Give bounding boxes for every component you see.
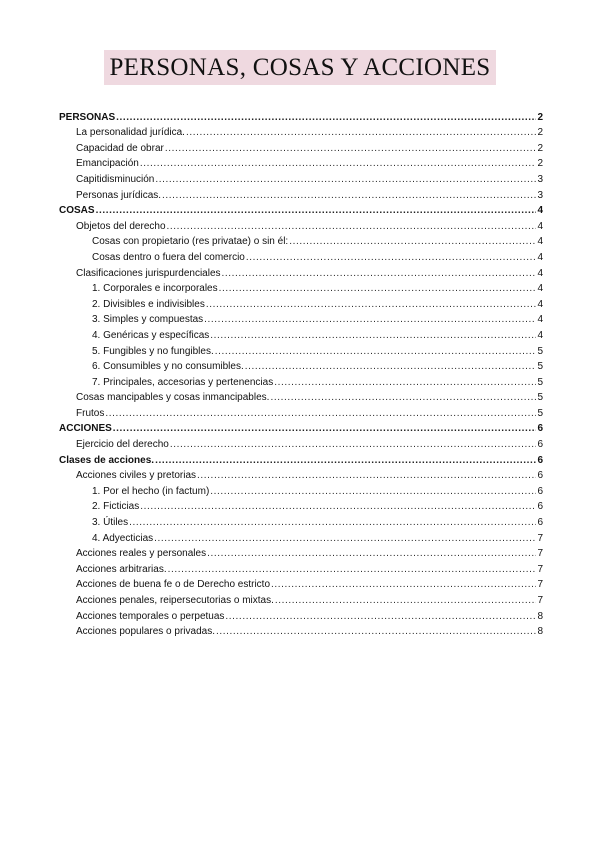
toc-entry[interactable] bbox=[59, 233, 543, 249]
toc-entry[interactable] bbox=[59, 591, 543, 607]
toc-entry-label: Frutos bbox=[76, 407, 105, 419]
toc-entry-label: ACCIONES bbox=[59, 423, 112, 435]
toc-entry[interactable] bbox=[59, 170, 543, 186]
toc-entry-page: 7 bbox=[537, 579, 543, 591]
toc-entry-label: 2. Ficticias bbox=[92, 501, 140, 513]
toc-entry-page: 4 bbox=[537, 251, 543, 263]
toc-entry[interactable] bbox=[59, 326, 543, 342]
toc-entry[interactable] bbox=[59, 513, 543, 529]
toc-dot-leader bbox=[129, 517, 536, 529]
toc-entry[interactable] bbox=[59, 545, 543, 561]
toc-entry-page: 4 bbox=[537, 220, 543, 232]
toc-entry[interactable] bbox=[59, 607, 543, 623]
toc-entry-page: 4 bbox=[537, 329, 543, 341]
toc-entry-label: Acciones arbitrarias. bbox=[76, 563, 167, 575]
toc-entry-label: Acciones populares o privadas. bbox=[76, 626, 215, 638]
toc-entry[interactable] bbox=[59, 623, 543, 639]
title-container bbox=[0, 50, 600, 85]
toc-entry-label: 7. Principales, accesorias y pertenencias bbox=[92, 376, 274, 388]
toc-entry-label: Ejercicio del derecho bbox=[76, 439, 169, 451]
toc-dot-leader bbox=[219, 283, 537, 295]
toc-entry-page: 7 bbox=[537, 548, 543, 560]
toc-entry-label: 3. Simples y compuestas bbox=[92, 314, 204, 326]
toc-entry-label: 3. Útiles bbox=[92, 517, 129, 529]
toc-entry-label: 4. Genéricas y específicas bbox=[92, 329, 210, 341]
toc-entry-label: La personalidad jurídica. bbox=[76, 127, 185, 139]
toc-entry-label: Emancipación bbox=[76, 158, 139, 170]
toc-entry-page: 7 bbox=[537, 595, 543, 606]
toc-entry-label: Capitidisminución bbox=[76, 173, 155, 185]
toc-dot-leader bbox=[216, 626, 536, 638]
toc-entry[interactable] bbox=[59, 280, 543, 296]
toc-entry[interactable] bbox=[59, 358, 543, 374]
toc-entry-page: 5 bbox=[537, 345, 543, 357]
toc-dot-leader bbox=[275, 595, 537, 607]
toc-entry[interactable] bbox=[59, 529, 543, 545]
toc-entry-label: Cosas mancipables y cosas inmancipables. bbox=[76, 392, 270, 404]
toc-dot-leader bbox=[206, 299, 537, 311]
toc-entry-label: 4. Adyecticias bbox=[92, 532, 154, 544]
toc-entry[interactable] bbox=[59, 451, 543, 467]
toc-entry-label: Acciones penales, reipersecutorias o mixtas. bbox=[76, 595, 274, 606]
toc-entry-page: 5 bbox=[537, 407, 543, 419]
toc-dot-leader bbox=[186, 127, 536, 139]
toc-dot-leader bbox=[140, 158, 537, 170]
toc-entry-page: 2 bbox=[537, 142, 543, 154]
toc-dot-leader bbox=[116, 112, 536, 124]
toc-dot-leader bbox=[155, 174, 536, 186]
toc-entry-page: 2 bbox=[537, 127, 543, 139]
toc-entry-page: 4 bbox=[537, 314, 543, 326]
toc-entry-label: 5. Fungibles y no fungibles. bbox=[92, 345, 214, 357]
toc-dot-leader bbox=[222, 268, 537, 280]
toc-dot-leader bbox=[246, 252, 537, 264]
toc-entry[interactable] bbox=[59, 373, 543, 389]
toc-entry-page: 2 bbox=[537, 111, 543, 123]
toc-dot-leader bbox=[210, 486, 536, 498]
toc-entry[interactable] bbox=[59, 498, 543, 514]
toc-entry-page: 6 bbox=[537, 423, 543, 435]
toc-entry[interactable] bbox=[59, 155, 543, 171]
toc-entry-page: 5 bbox=[537, 376, 543, 388]
toc-entry-label: Clases de acciones. bbox=[59, 454, 155, 466]
toc-entry[interactable] bbox=[59, 342, 543, 358]
toc-entry[interactable] bbox=[59, 560, 543, 576]
toc-entry[interactable] bbox=[59, 264, 543, 280]
toc-entry[interactable] bbox=[59, 124, 543, 140]
toc-entry-page: 2 bbox=[537, 158, 543, 170]
toc-dot-leader bbox=[215, 346, 537, 358]
toc-entry-label: Acciones de buena fe o de Derecho estricto bbox=[76, 579, 271, 591]
toc-entry-label: Acciones reales y personales bbox=[76, 548, 207, 560]
toc-dot-leader bbox=[289, 236, 536, 248]
toc-dot-leader bbox=[162, 190, 536, 202]
toc-dot-leader bbox=[140, 501, 536, 513]
toc-entry[interactable] bbox=[59, 435, 543, 451]
toc-entry-label: PERSONAS bbox=[59, 111, 116, 123]
toc-dot-leader bbox=[96, 205, 537, 217]
toc-entry-page: 6 bbox=[537, 470, 543, 482]
toc-entry-page: 5 bbox=[537, 392, 543, 404]
toc-entry-page: 7 bbox=[537, 563, 543, 575]
toc-entry-page: 4 bbox=[537, 205, 543, 217]
table-of-contents bbox=[59, 108, 543, 638]
document-title: PERSONAS, COSAS Y ACCIONES bbox=[104, 50, 495, 85]
toc-dot-leader bbox=[155, 455, 536, 467]
toc-entry-label: Personas jurídicas. bbox=[76, 189, 162, 201]
toc-entry-page: 3 bbox=[537, 189, 543, 201]
toc-dot-leader bbox=[210, 330, 536, 342]
toc-entry[interactable] bbox=[59, 139, 543, 155]
toc-dot-leader bbox=[167, 221, 537, 233]
toc-entry-label: 1. Corporales e incorporales bbox=[92, 283, 218, 295]
toc-dot-leader bbox=[270, 392, 536, 404]
toc-entry-label: Acciones temporales o perpetuas bbox=[76, 610, 225, 622]
toc-dot-leader bbox=[154, 533, 536, 545]
toc-entry-label: Acciones civiles y pretorias bbox=[76, 470, 197, 482]
toc-entry[interactable] bbox=[59, 420, 543, 436]
toc-entry-page: 3 bbox=[537, 173, 543, 185]
toc-entry[interactable] bbox=[59, 404, 543, 420]
toc-entry-label: 6. Consumibles y no consumibles. bbox=[92, 361, 244, 373]
toc-dot-leader bbox=[113, 423, 537, 435]
toc-entry[interactable] bbox=[59, 186, 543, 202]
toc-entry[interactable] bbox=[59, 576, 543, 592]
toc-entry-page: 6 bbox=[537, 485, 543, 497]
toc-entry[interactable] bbox=[59, 217, 543, 233]
toc-entry-label: Clasificaciones jurispurdenciales bbox=[76, 267, 221, 279]
toc-entry-page: 7 bbox=[537, 532, 543, 544]
toc-entry-label: Objetos del derecho bbox=[76, 220, 166, 232]
toc-entry[interactable] bbox=[59, 467, 543, 483]
toc-entry[interactable] bbox=[59, 311, 543, 327]
toc-dot-leader bbox=[197, 470, 536, 482]
toc-entry-page: 8 bbox=[537, 626, 543, 638]
toc-dot-leader bbox=[245, 361, 537, 373]
toc-entry-label: COSAS bbox=[59, 205, 95, 217]
toc-entry-page: 4 bbox=[537, 298, 543, 310]
toc-entry-page: 6 bbox=[537, 439, 543, 451]
toc-entry-label: 1. Por el hecho (in factum) bbox=[92, 485, 210, 497]
toc-dot-leader bbox=[207, 548, 536, 560]
toc-dot-leader bbox=[274, 377, 536, 389]
toc-entry[interactable] bbox=[59, 295, 543, 311]
toc-dot-leader bbox=[225, 611, 536, 623]
toc-dot-leader bbox=[168, 564, 537, 576]
toc-entry-page: 4 bbox=[537, 267, 543, 279]
toc-entry-label: Capacidad de obrar bbox=[76, 142, 164, 154]
toc-dot-leader bbox=[271, 579, 536, 591]
toc-entry[interactable] bbox=[59, 482, 543, 498]
toc-entry-label: 2. Divisibles e indivisibles bbox=[92, 298, 205, 310]
toc-entry-page: 4 bbox=[537, 283, 543, 295]
toc-dot-leader bbox=[165, 143, 537, 155]
toc-entry-page: 4 bbox=[537, 236, 543, 248]
toc-entry[interactable] bbox=[59, 108, 543, 124]
toc-dot-leader bbox=[204, 314, 536, 326]
toc-entry-label: Cosas dentro o fuera del comercio bbox=[92, 251, 245, 263]
toc-dot-leader bbox=[170, 439, 537, 451]
toc-entry[interactable] bbox=[59, 248, 543, 264]
toc-entry-page: 8 bbox=[537, 610, 543, 622]
toc-entry-page: 6 bbox=[537, 454, 543, 466]
toc-entry[interactable] bbox=[59, 389, 543, 405]
toc-entry-page: 5 bbox=[537, 361, 543, 373]
toc-dot-leader bbox=[105, 408, 536, 420]
toc-entry-label: Cosas con propietario (res privatae) o sin él: bbox=[92, 236, 289, 248]
toc-entry[interactable] bbox=[59, 202, 543, 218]
toc-entry-page: 6 bbox=[537, 501, 543, 513]
toc-entry-page: 6 bbox=[537, 517, 543, 529]
